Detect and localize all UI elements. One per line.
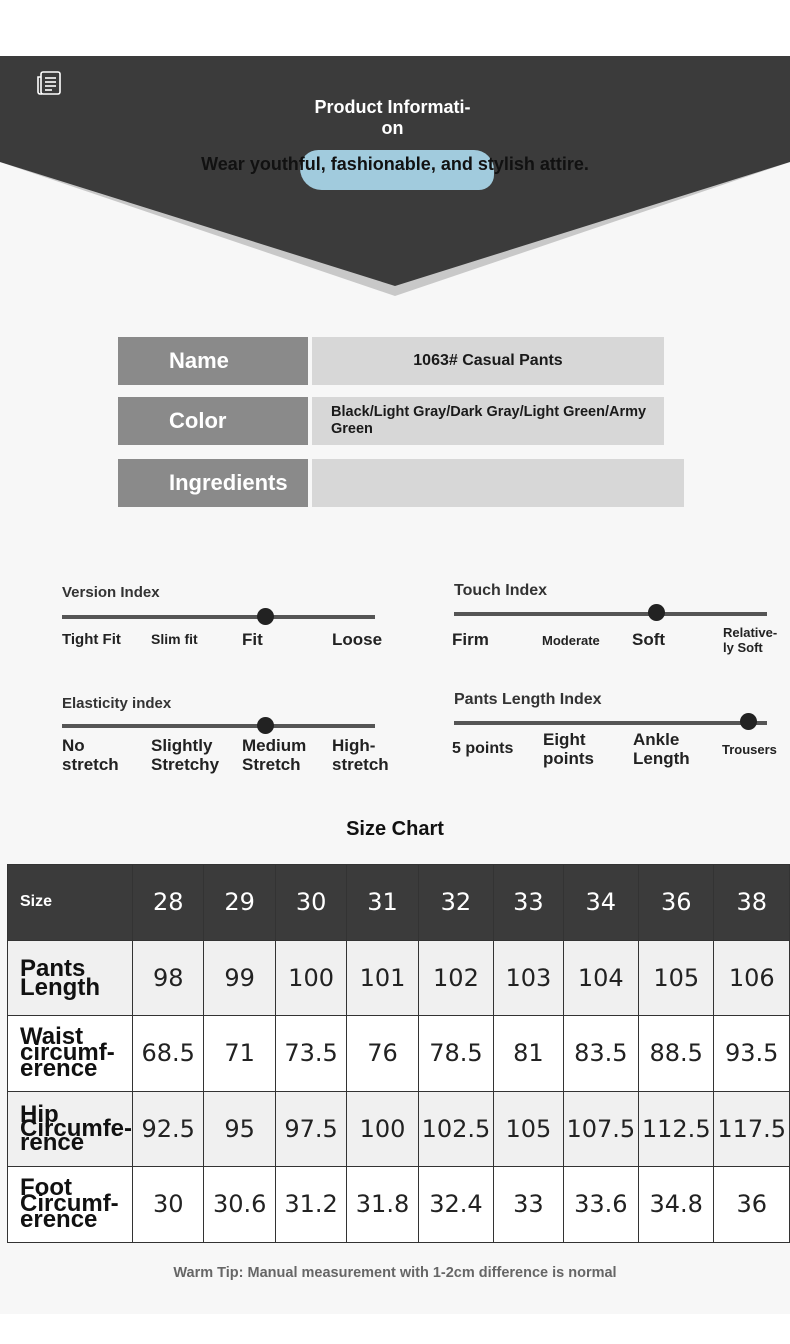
size-header-cell: 29 [204, 865, 275, 941]
length-option-eight-points: Eight points [543, 730, 594, 768]
size-header-cell: 30 [275, 865, 346, 941]
elasticity-option-high-stretch: High- stretch [332, 736, 389, 774]
info-label-color: Color [118, 397, 308, 445]
table-cell: 73.5 [275, 1016, 346, 1092]
table-cell: 93.5 [714, 1016, 790, 1092]
table-cell: 30 [133, 1167, 204, 1243]
touch-option-soft: Soft [632, 630, 666, 649]
document-list-icon [36, 70, 62, 96]
elasticity-index-scale [62, 695, 402, 780]
table-cell: 98 [133, 940, 204, 1016]
table-cell: 78.5 [418, 1016, 493, 1092]
table-cell: 81 [494, 1016, 563, 1092]
length-index-knob[interactable] [740, 713, 757, 730]
info-value-name: 1063# Casual Pants [312, 337, 664, 385]
size-header-cell: 36 [639, 865, 714, 941]
version-option-loose: Loose [332, 630, 383, 649]
size-header-cell: 31 [347, 865, 418, 941]
table-cell: 105 [639, 940, 714, 1016]
touch-index-title: Touch Index [454, 582, 548, 599]
row-label-waist-circumference: Waist circumf- erence [8, 1016, 133, 1092]
table-row [8, 1167, 790, 1243]
table-cell: 101 [347, 940, 418, 1016]
size-header-cell: 33 [494, 865, 563, 941]
table-row [8, 940, 790, 1016]
header-title: Product Informati- on [314, 97, 471, 138]
version-index-track [62, 615, 375, 619]
touch-index-knob[interactable] [648, 604, 665, 621]
version-option-slim-fit: Slim fit [151, 631, 198, 647]
elasticity-index-track [62, 724, 375, 728]
info-value-color: Black/Light Gray/Dark Gray/Light Green/Army Green [312, 397, 664, 445]
row-label-foot-circumference: Foot Circumf- erence [8, 1167, 133, 1243]
version-index-knob[interactable] [257, 608, 274, 625]
info-label-ingredients: Ingredients [118, 459, 308, 507]
table-cell: 76 [347, 1016, 418, 1092]
touch-index-track [454, 612, 767, 616]
table-cell: 106 [714, 940, 790, 1016]
size-header-cell: 38 [714, 865, 790, 941]
table-cell: 68.5 [133, 1016, 204, 1092]
length-option-ankle-length: Ankle Length [633, 730, 690, 768]
size-header-row [8, 865, 790, 941]
size-chart-title: Size Chart [346, 818, 444, 840]
table-cell: 97.5 [275, 1091, 346, 1167]
size-chart-table [7, 864, 790, 1243]
table-cell: 31.8 [347, 1167, 418, 1243]
version-index-scale [62, 584, 392, 664]
table-cell: 104 [563, 940, 638, 1016]
version-index-title: Version Index [62, 584, 160, 601]
table-cell: 100 [275, 940, 346, 1016]
touch-index-scale [452, 582, 787, 662]
elasticity-index-knob[interactable] [257, 717, 274, 734]
table-cell: 117.5 [714, 1091, 790, 1167]
length-option-trousers: Trousers [722, 742, 777, 757]
size-header-cell: 32 [418, 865, 493, 941]
table-cell: 36 [714, 1167, 790, 1243]
warm-tip-note: Warm Tip: Manual measurement with 1-2cm difference is normal [173, 1265, 617, 1281]
touch-option-moderate: Moderate [542, 633, 600, 648]
elasticity-option-medium-stretch: Medium Stretch [242, 736, 307, 774]
table-cell: 83.5 [563, 1016, 638, 1092]
size-header-cell: 34 [563, 865, 638, 941]
table-cell: 100 [347, 1091, 418, 1167]
length-index-title: Pants Length Index [454, 691, 602, 708]
table-row [8, 1091, 790, 1167]
elasticity-index-title: Elasticity index [62, 695, 172, 712]
length-index-track [454, 721, 767, 725]
table-cell: 71 [204, 1016, 275, 1092]
version-option-tight-fit: Tight Fit [62, 631, 121, 648]
table-cell: 92.5 [133, 1091, 204, 1167]
touch-option-relatively-soft: Relative- ly Soft [723, 625, 778, 655]
elasticity-option-no-stretch: No stretch [62, 736, 119, 774]
row-label-pants-length: Pants Length [8, 940, 133, 1016]
size-header-cell: 28 [133, 865, 204, 941]
table-cell: 102.5 [418, 1091, 493, 1167]
table-cell: 32.4 [418, 1167, 493, 1243]
row-label-hip-circumference: Hip Circumfe- rence [8, 1091, 133, 1167]
info-value-ingredients [312, 459, 684, 507]
table-cell: 105 [494, 1091, 563, 1167]
table-cell: 102 [418, 940, 493, 1016]
table-cell: 99 [204, 940, 275, 1016]
table-cell: 33 [494, 1167, 563, 1243]
table-cell: 107.5 [563, 1091, 638, 1167]
table-cell: 103 [494, 940, 563, 1016]
header-subtitle: Wear youthful, fashionable, and stylish attire. [201, 154, 589, 174]
elasticity-option-slightly-stretchy: Slightly Stretchy [151, 736, 220, 774]
table-cell: 112.5 [639, 1091, 714, 1167]
table-cell: 30.6 [204, 1167, 275, 1243]
length-index-scale [452, 691, 787, 776]
version-option-fit: Fit [242, 630, 263, 649]
table-cell: 88.5 [639, 1016, 714, 1092]
table-cell: 33.6 [563, 1167, 638, 1243]
table-cell: 95 [204, 1091, 275, 1167]
table-cell: 34.8 [639, 1167, 714, 1243]
touch-option-firm: Firm [452, 630, 489, 649]
info-label-name: Name [118, 337, 308, 385]
table-cell: 31.2 [275, 1167, 346, 1243]
size-header-label: Size [8, 865, 133, 941]
table-row [8, 1016, 790, 1092]
length-option-5-points: 5 points [452, 740, 514, 757]
